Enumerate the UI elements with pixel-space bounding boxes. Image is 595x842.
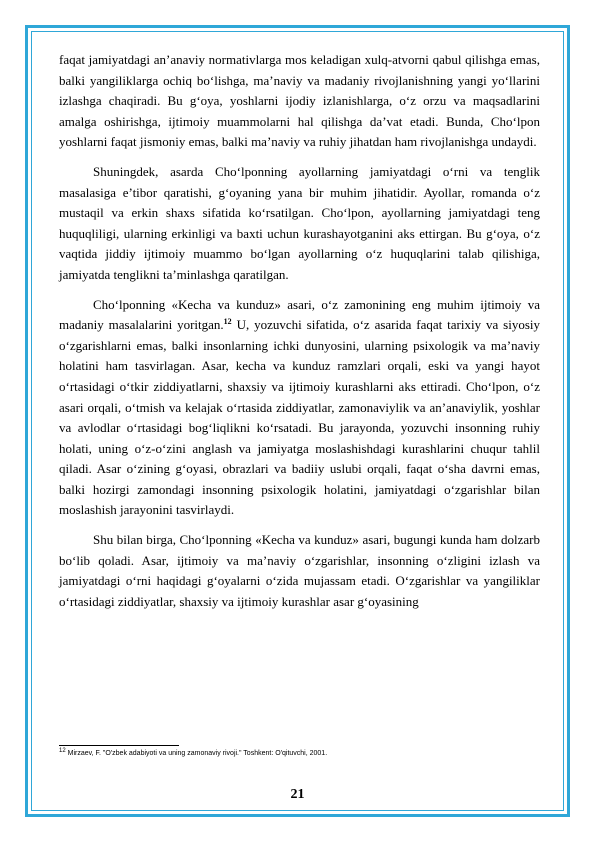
paragraph-3-text-before-ref: Cho‘lponning «Kecha va kunduz» asari, o‘z zamonining eng muhim ijtimoiy va madaniy masalalarini yoritgan. [59,296,540,333]
footnote-text: Mirzaev, F. "O'zbek adabiyoti va uning zamonaviy rivoji." Toshkent: O'qituvchi, 2001. [65,750,328,757]
paragraph-1: faqat jamiyatdagi an’anaviy normativlarga mos keladigan xulq-atvorni qabul qilishga emas, balki yangiliklarga ochiq bo‘lishga, ma’naviy va madaniy rivojlanishning yangi yo‘llarini izlashga chaqiradi. Bu g‘oya, yoshlarni ijodiy izlanishlarga, o‘z orzu va maqsadlarini amalga oshirishga, ijtimoiy muammolarni hal qilishga da’vat etadi. Bunda, Cho‘lpon yoshlarni faqat jismoniy emas, balki ma’naviy va ruhiy jihatdan ham rivojlanishga undaydi. [59,52,540,150]
paragraph-3-text-after-ref: U, yozuvchi sifatida, o‘z asarida faqat tarixiy va siyosiy o‘zgarishlarni emas, balki insonlarning ichki dunyosini, ularning psixologik va ma’naviy holatini ham tasvirlagan. Asar, kecha va kunduz ramzlari orqali, eski va yangi hayot o‘rtasidagi o‘tkir ziddiyatlarni, shaxsiy va ijtimoiy kurashlarni aks ettiradi. Cho‘lpon, o‘z asari orqali, o‘tmish va kelajak o‘rtasida ziddiyatlar, zamonaviylik va an’anaviylik, yoshlar va avlodlar o‘rtasidagi bog‘liqlikni ko‘rsatadi. Bu jarayonda, yozuvchi insonning ruhiy holati, uning o‘z-o‘zini anglash va jamiyatga moslashishdagi kurashlarini chuqur tahlil qiladi. Asar o‘zining g‘oyasi, obrazlari va badiiy uslubi orqali, faqat o‘sha davrni emas, balki hozirgi zamondagi insonning psixologik holatini, jamiyatdagi o‘zgarishlar bilan moslashish jarayonini tasvirlaydi. [59,317,540,518]
body-text [59,50,540,621]
footnote-number: 12 [59,748,66,754]
footnote-separator [59,745,179,746]
paragraph-4: Shu bilan birga, Cho‘lponning «Kecha va kunduz» asari, bugungi kunda ham dolzarb bo‘lib qoladi. Asar, ijtimoiy va ma’naviy o‘zgarishlar, insonning o‘zligini izlash va jamiyatdagi o‘rni haqidagi g‘oyalarni o‘zida mujassam etadi. O‘zgarishlar va yangiliklar o‘rtasidagi ziddiyatlar, shaxsiy va ijtimoiy kurashlar asar g‘oyasining [59,532,540,609]
paragraph-3 [59,295,540,522]
page-number: 21 [290,787,305,802]
footnote [59,749,540,759]
footnote-reference[interactable]: 12 [223,317,232,327]
paragraph-2: Shuningdek, asarda Cho‘lponning ayollarning jamiyatdagi o‘rni va tenglik masalasiga e’tibor qaratishi, g‘oyaning yana bir muhim jihatidir. Ayollar, romanda o‘z mustaqil va erkin shaxs sifatida ko‘rsatilgan. Cho‘lpon, ayollarning jamiyatdagi teng huquqliligi, ularning erkinligi va baxti uchun kurashayotganini aks ettirgan. Bu g‘oya, o‘z vaqtida jiddiy ijtimoiy muammo bo‘lgan ayollarning o‘z huquqlarini talab qilishiga, jamiyatda tenglikni ta’minlashga qaratilgan. [59,163,540,282]
